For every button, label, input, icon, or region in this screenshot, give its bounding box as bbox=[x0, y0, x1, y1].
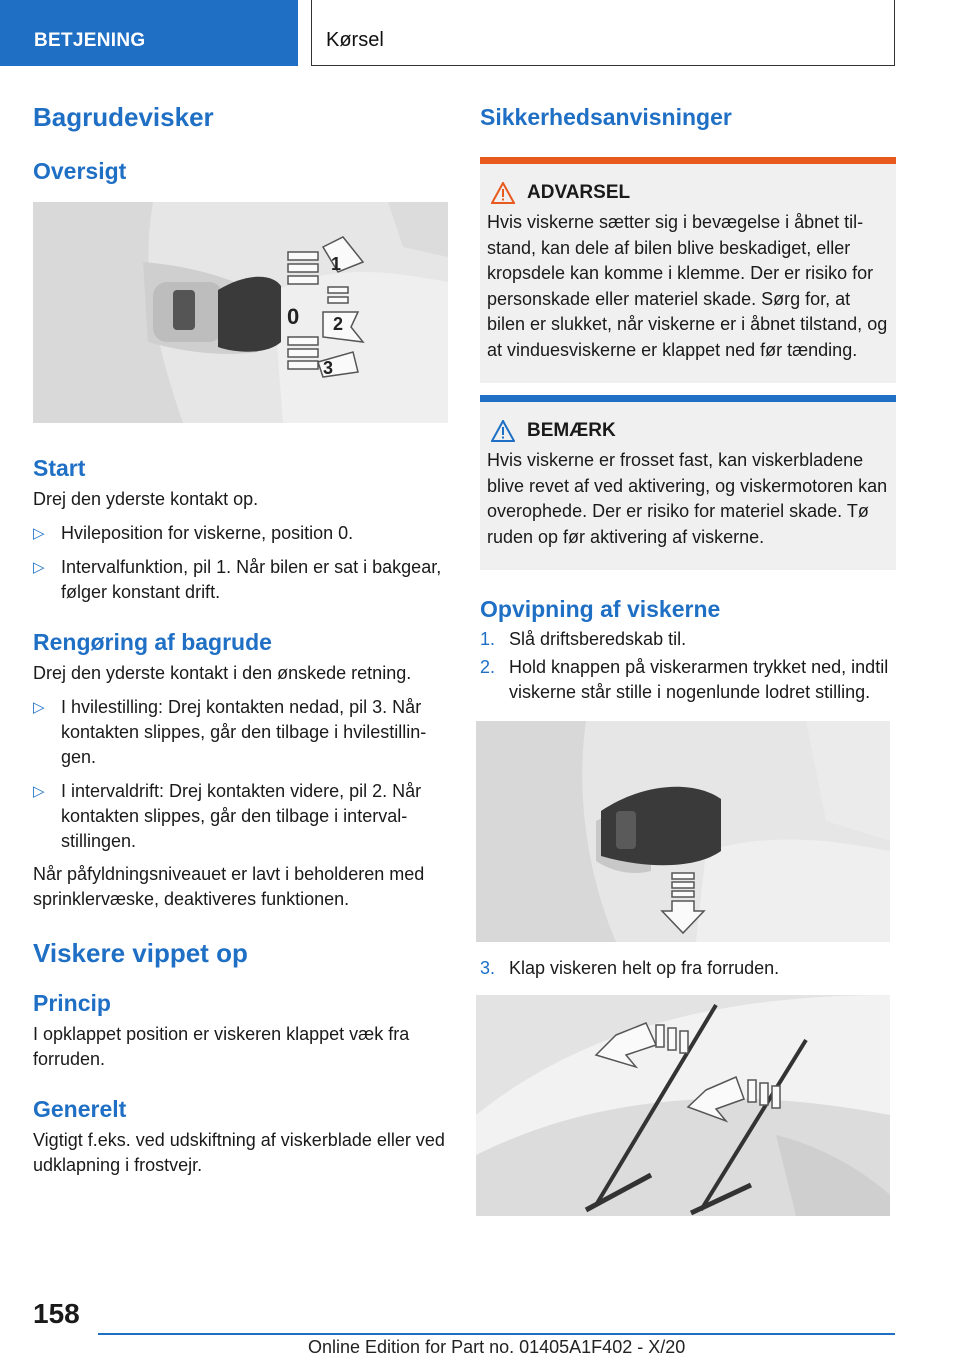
triangle-bullet-icon: ▷ bbox=[33, 525, 45, 542]
list-item: 2. Hold knappen på viskerarmen trykket ned, indtil viskerne står stille i nogenlunde lodret stilling. bbox=[480, 657, 889, 702]
section-label: BETJENING bbox=[34, 30, 146, 51]
folding-steps-cont bbox=[480, 956, 896, 981]
triangle-bullet-icon: ▷ bbox=[33, 559, 45, 576]
cleaning-note: Når påfyldningsniveauet er lavt i beholderen med sprinklervæske, deaktiveres funktionen. bbox=[33, 864, 425, 909]
footer-divider bbox=[98, 1333, 895, 1335]
list-item: ▷ I hvilestilling: Drej kontakten nedad, pil 3. Når kontakten slippes, går den tilbage i hvilestillingen. bbox=[33, 697, 427, 767]
right-column bbox=[480, 100, 896, 1216]
wiper-switch-illustration bbox=[33, 202, 448, 423]
folding-heading: Opvipning af viskerne bbox=[480, 596, 721, 622]
label-pos-1: 1 bbox=[331, 254, 342, 274]
start-intro: Drej den yderste kontakt op. bbox=[33, 489, 259, 509]
wiper-button-illustration bbox=[476, 721, 890, 942]
cleaning-list bbox=[33, 695, 448, 854]
cleaning-intro: Drej den yderste kontakt i den ønskede retning. bbox=[33, 663, 412, 683]
notice-triangle-icon bbox=[491, 420, 515, 442]
general-heading: Generelt bbox=[33, 1096, 127, 1122]
start-list bbox=[33, 521, 448, 605]
principle-heading: Princip bbox=[33, 990, 111, 1016]
left-column bbox=[33, 100, 448, 1178]
label-pos-0: 0 bbox=[287, 304, 300, 329]
start-heading: Start bbox=[33, 455, 86, 481]
list-item: 1. Slå driftsberedskab til. bbox=[480, 629, 687, 649]
label-pos-3: 3 bbox=[323, 358, 334, 378]
list-item: ▷ Intervalfunktion, pil 1. Når bilen er sat i bakgear, følger konstant drift. bbox=[33, 557, 442, 602]
notice-label: BEMÆRK bbox=[527, 420, 616, 441]
windshield-wiper-illustration bbox=[476, 995, 890, 1216]
warning-label: ADVARSEL bbox=[527, 182, 631, 203]
cleaning-heading: Rengøring af bagrude bbox=[33, 629, 272, 655]
list-item: 3. Klap viskeren helt op fra forruden. bbox=[480, 958, 780, 978]
principle-text: I opklappet position er viskeren klappet væk fra forruden. bbox=[33, 1024, 410, 1069]
overview-heading: Oversigt bbox=[33, 158, 127, 184]
section-tab bbox=[0, 0, 298, 66]
warning-text: Hvis viskerne sætter sig i bevægelse i åbnet tilstand, kan dele af bilen blive beskadiget, eller kropsdele kan komme i klemme. Der er risiko for personskade eller materiel skade. Sørg for, at bilen er slukket, når viskerne er i åbnet tilstand, og at vinduesviskerne er klappet ned før tænding. bbox=[487, 212, 888, 360]
rear-wiper-title: Bagrudevisker bbox=[33, 102, 214, 132]
triangle-bullet-icon: ▷ bbox=[33, 699, 45, 716]
notice-box bbox=[480, 395, 896, 570]
warning-triangle-icon bbox=[491, 182, 515, 204]
warning-box bbox=[480, 157, 896, 383]
page-number: 158 bbox=[33, 1298, 80, 1329]
list-item: ▷ Hvileposition for viskerne, position 0. bbox=[33, 521, 448, 546]
tilted-title: Viskere vippet op bbox=[33, 938, 248, 968]
chapter-tab bbox=[311, 0, 895, 66]
triangle-bullet-icon: ▷ bbox=[33, 783, 45, 800]
chapter-label: Kørsel bbox=[326, 29, 384, 51]
folding-steps bbox=[480, 627, 896, 705]
general-text: Vigtigt f.eks. ved udskiftning af viskerblade eller ved udklapning i frostvejr. bbox=[33, 1130, 445, 1175]
edition-text: Online Edition for Part no. 01405A1F402 - X/20 bbox=[308, 1337, 686, 1357]
list-item: ▷ I intervaldrift: Drej kontakten videre, pil 2. Når kontakten slippes, går den tilbage i intervalstillingen. bbox=[33, 781, 422, 851]
notice-text: Hvis viskerne er frosset fast, kan viskerbladene blive revet af ved aktivering, og viskermotoren kan overophede. Der er risiko for materiel skade. Tø ruden op før aktivering af viskerne. bbox=[487, 450, 888, 547]
label-pos-2: 2 bbox=[333, 314, 344, 334]
safety-title: Sikkerhedsanvisninger bbox=[480, 104, 732, 130]
